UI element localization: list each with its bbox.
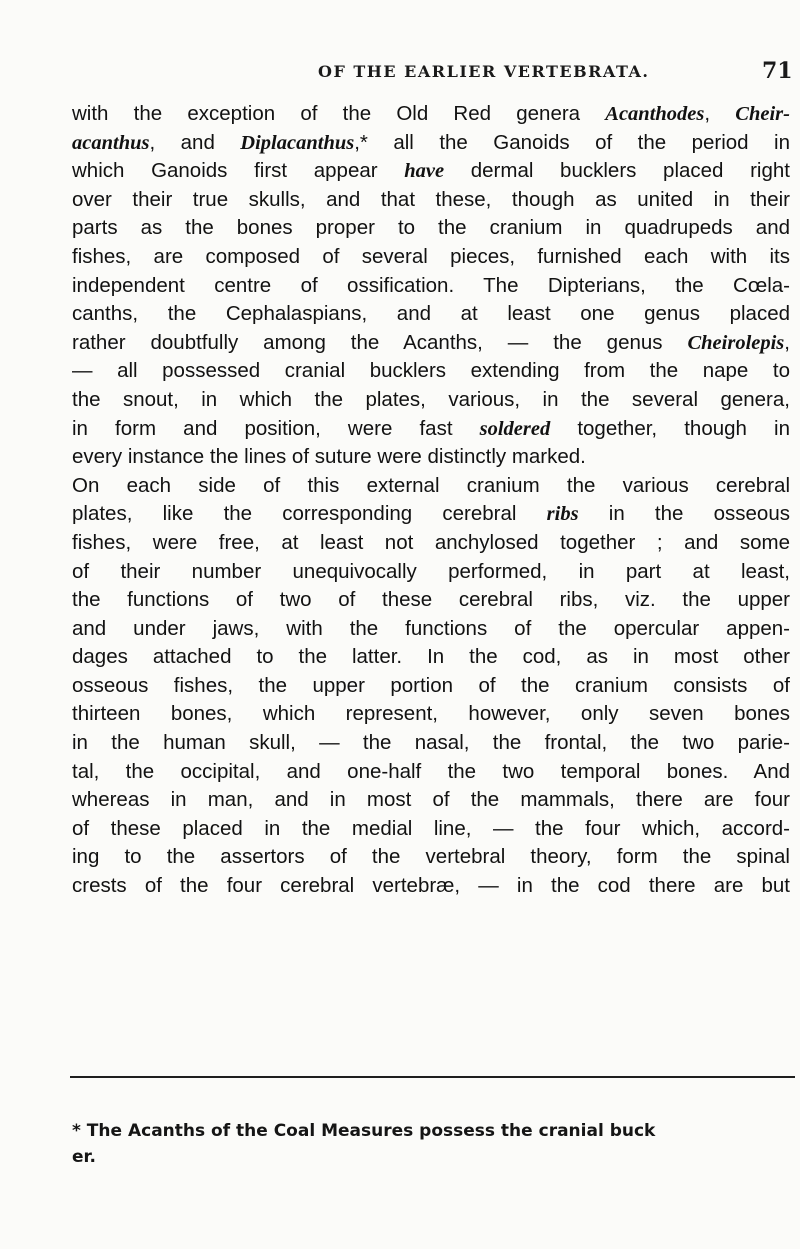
text-run: dages attached to the latter. In the cod, as in most other: [72, 645, 790, 669]
text-line: [72, 843, 790, 872]
text-line: [72, 157, 790, 186]
text-run: which Ganoids first appear: [72, 159, 405, 183]
text-run: — all possessed cranial bucklers extending from the nape to: [72, 359, 790, 383]
text-line: [72, 357, 790, 386]
text-line: [72, 500, 790, 529]
text-run: rather doubtfully among the Acanths, — the genus: [72, 330, 688, 354]
text-line: [72, 129, 790, 158]
text-run: of their number unequivocally performed, in part at least,: [72, 559, 790, 583]
text-line: [72, 729, 790, 758]
text-line: [72, 415, 790, 444]
text-line: [72, 214, 790, 243]
text-line: [72, 443, 790, 472]
italic-term: acanthus: [72, 131, 150, 154]
text-run: every instance the lines of suture were distinctly marked.: [72, 445, 586, 469]
text-run: , and: [149, 130, 241, 154]
text-run: ,: [704, 102, 736, 125]
text-run: tal, the occipital, and one-half the two temporal bones. And: [72, 759, 790, 783]
text-run: canths, the Cephalaspians, and at least one genus placed: [72, 302, 790, 326]
text-run: whereas in man, and in most of the mammals, there are four: [72, 788, 790, 812]
text-line: [72, 643, 790, 672]
text-line: [72, 558, 790, 587]
text-run: On each side of this external cranium the various cerebral: [72, 473, 790, 497]
text-line: [72, 472, 790, 501]
text-run: in the human skull, — the nasal, the frontal, the two parie-: [72, 731, 790, 755]
running-head: OF THE EARLIER VERTEBRATA.: [318, 62, 650, 81]
text-run: ,: [784, 330, 790, 354]
footnote-rule: [70, 1076, 795, 1078]
page-number: 71: [762, 58, 793, 84]
text-line: [72, 186, 790, 215]
footnote: [72, 1118, 790, 1170]
text-run: dermal bucklers placed right: [444, 159, 790, 183]
footnote-line: er.: [72, 1147, 96, 1167]
text-line: [72, 672, 790, 701]
text-line: [72, 615, 790, 644]
footnote-line: * The Acanths of the Coal Measures possess the cranial buck: [72, 1121, 656, 1141]
text-run: crests of the four cerebral vertebræ, — in the cod there are but: [72, 874, 790, 898]
text-run: fishes, are composed of several pieces, furnished each with its: [72, 244, 790, 268]
text-run: and under jaws, with the functions of the opercular appen-: [72, 616, 790, 640]
text-line: [72, 243, 790, 272]
text-run: ing to the assertors of the vertebral theory, form the spinal: [72, 845, 790, 869]
italic-term: Diplacanthus: [240, 131, 355, 154]
italic-term: have: [404, 160, 445, 183]
text-line: [72, 786, 790, 815]
text-run: parts as the bones proper to the cranium in quadrupeds and: [72, 216, 790, 240]
text-line: [72, 100, 790, 129]
body-text: [72, 100, 792, 901]
text-run: thirteen bones, which represent, however, only seven bones: [72, 702, 790, 726]
text-line: [72, 329, 790, 358]
text-run: of these placed in the medial line, — the four which, accord-: [72, 816, 790, 840]
text-run: in the osseous: [578, 502, 790, 526]
italic-term: Cheirolepis: [687, 331, 785, 354]
italic-term: Acanthodes: [605, 103, 705, 125]
text-run: in form and position, were fast: [72, 416, 480, 440]
text-line: [72, 700, 790, 729]
text-line: [72, 272, 790, 301]
text-run: over their true skulls, and that these, though as united in their: [72, 187, 790, 211]
text-run: with the exception of the Old Red genera: [72, 102, 606, 125]
text-run: together, though in: [550, 416, 790, 440]
text-line: [72, 300, 790, 329]
text-run: osseous fishes, the upper portion of the cranium consists of: [72, 673, 790, 697]
text-line: [72, 529, 790, 558]
text-run: ,* all the Ganoids of the period in: [354, 130, 790, 154]
italic-term: soldered: [479, 417, 551, 440]
text-run: the snout, in which the plates, various, in the several genera,: [72, 387, 790, 411]
text-run: fishes, were free, at least not anchylosed together ; and some: [72, 530, 790, 554]
text-run: the functions of two of these cerebral ribs, viz. the upper: [72, 588, 790, 612]
text-line: [72, 872, 790, 901]
text-line: [72, 386, 790, 415]
text-line: [72, 758, 790, 787]
text-line: [72, 586, 790, 615]
text-line: [72, 815, 790, 844]
text-run: independent centre of ossification. The Dipterians, the Cœla-: [72, 273, 790, 297]
italic-term: Cheir-: [735, 103, 790, 125]
italic-term: ribs: [546, 503, 579, 526]
text-run: plates, like the corresponding cerebral: [72, 502, 547, 526]
